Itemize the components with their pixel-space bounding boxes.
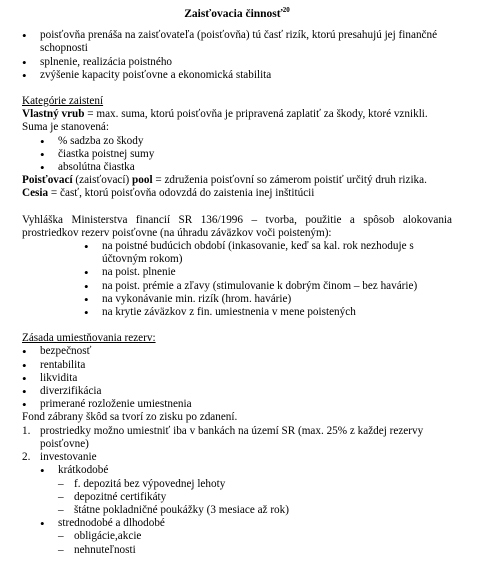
list-item: • poisťovňa prenáša na zaisťovateľa (poisťovňa) tú časť rizík, ktorú presahujú jej finančné schopnosti [22,29,452,55]
pool-para [22,174,452,187]
list-item: – nehnuteľnosti [22,544,452,557]
fond-para: Fond zábrany škôd sa tvorí zo zisku po zdanení. [22,411,238,424]
intro-list [22,29,452,82]
kratkodobe-list [22,478,452,518]
numbered-item [22,425,452,451]
definition-text: = časť, ktorú poisťovňa odovzdá do zaistenia inej inštitúcii [48,187,315,200]
numbered-item [22,451,452,464]
term-bold: Cesia [22,187,49,200]
list-item: • čiastka poistnej sumy [22,148,452,161]
list-item: • likvidita [22,372,452,385]
list-item: – depozitné certifikáty [22,491,452,504]
list-item: – štátne pokladničné poukážky (3 mesiace až rok) [22,504,452,517]
item-text: prostriedky možno umiestniť iba v bankách na území SR (max. 25% z každej rezervy poisťovne) [40,424,424,450]
list-item: – f. depozitá bez výpovednej lehoty [22,478,452,491]
vyhlaska-list [22,240,452,319]
item-number: 2. [22,451,31,464]
list-item: – obligácie,akcie [22,530,452,543]
strednodobe-list [22,530,452,556]
list-item: • primerané rozloženie umiestnenia [22,398,452,411]
list-item: • na poist. plnenie [22,266,452,279]
list-item: • diverzifikácia [22,385,452,398]
term-bold: pool [132,174,153,187]
list-item: • na krytie záväzkov z fin. umiestnenia v mene poistených [22,306,452,319]
document-page [22,8,452,557]
strednodobe-group [22,517,452,530]
numbered-list [22,425,452,465]
list-item: • na vykonávanie min. rizík (hrom. havárie) [22,293,452,306]
suma-list [22,135,452,175]
list-item: • absolútna čiastka [22,161,452,174]
page-title [22,8,452,21]
title-text: Zaisťovacia činnosť [184,8,283,20]
list-item: • na poist. prémie a zľavy (stimulovanie k dobrým činom – bez havárie) [22,280,452,293]
definition-text: = združenia poisťovní so zámerom poistiť určitý druh rizika. [152,174,427,187]
term-bold: Vlastný vrub [22,108,85,121]
list-item: • strednodobé a dlhodobé [22,517,452,530]
term-bold: Poisťovací [22,174,73,187]
definition-text: = max. suma, ktorú poisťovňa je pripravená zaplatiť za škody, ktoré vznikli. Suma je stanovená: [22,108,428,134]
zasada-heading: Zásada umiestňovania rezerv: [22,332,156,345]
item-number: 1. [22,424,31,437]
list-item: • zvýšenie kapacity poisťovne a ekonomická stabilita [22,69,452,82]
list-item: • % sadzba zo škody [22,135,452,148]
list-item: • rentabilita [22,359,452,372]
zasada-list [22,345,452,411]
vyhlaska-para: Vyhláška Ministerstva financií SR 136/1996 – tvorba, použitie a spôsob alokovania prostriedkov rezerv poisťovne (na úhradu záväzkov voči poisteným): [22,213,452,239]
list-item: • bezpečnosť [22,345,452,358]
kratkodobe-group [22,464,452,477]
footnote-ref: 20 [282,6,290,15]
cesia-para [22,187,452,200]
list-item: • krátkodobé [22,464,452,477]
list-item: • splnenie, realizácia poistného [22,56,452,69]
kategorie-heading: Kategórie zaistení [22,95,104,108]
list-item: • na poistné budúcich období (inkasovanie, keď sa kal. rok nezhoduje s účtovným rokom) [22,240,452,266]
item-text: investovanie [40,451,97,464]
term-mid: (zaisťovací) [72,174,133,187]
vlastny-vrub-para [22,108,452,134]
